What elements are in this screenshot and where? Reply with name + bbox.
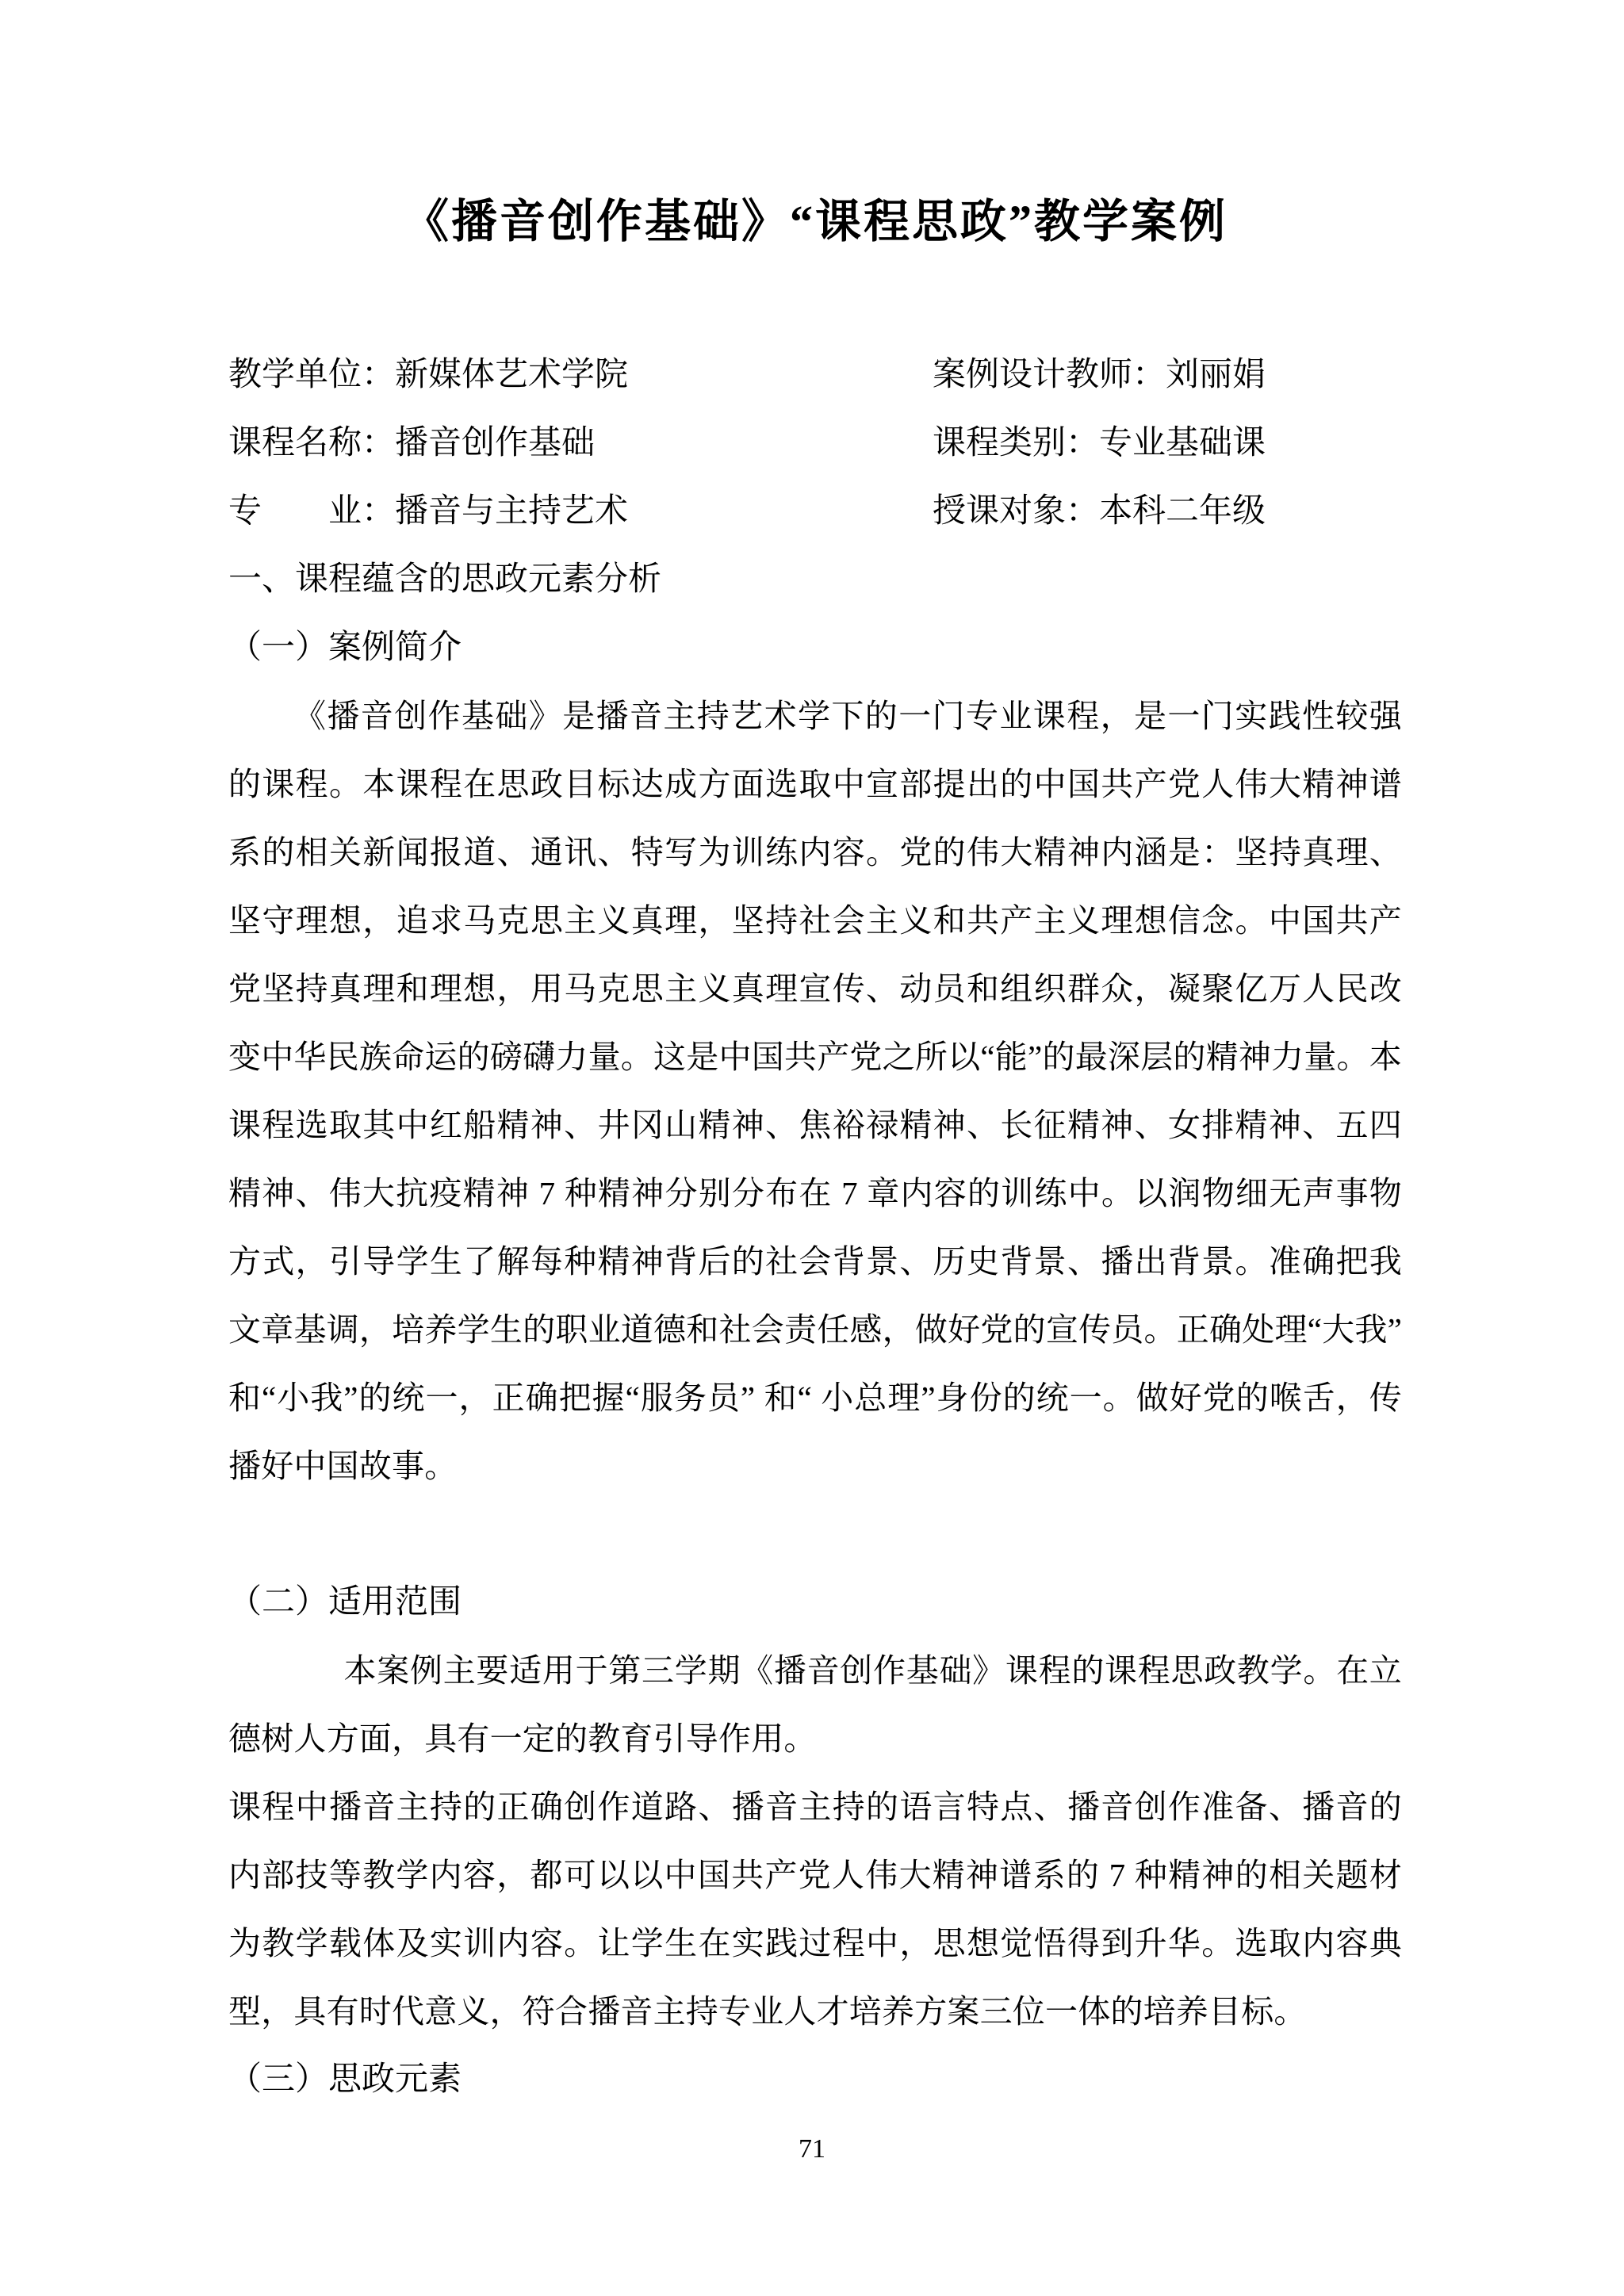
- meta-row: [228, 409, 1402, 477]
- meta-course-name: 课程名称：播音创作基础: [228, 425, 596, 461]
- subsection-heading-ideological-elements: （三）思政元素: [228, 2061, 462, 2098]
- page-number: 71: [799, 2134, 825, 2164]
- paragraph-scope-1: 本案例主要适用于第三学期《播音创作基础》课程的课程思政教学。在立德树人方面，具有一定的教育引导作用。: [228, 1652, 1402, 1757]
- meta-target-students: 授课对象：本科二年级: [933, 493, 1266, 530]
- meta-row: [228, 477, 1402, 545]
- meta-row: [228, 341, 1402, 409]
- meta-section: [228, 341, 1402, 545]
- document-title: 《播音创作基础》“课程思政”教学案例: [402, 196, 1228, 247]
- meta-case-designer: 案例设计教师：刘丽娟: [933, 357, 1266, 393]
- section-heading-ideological-analysis: 一、课程蕴含的思政元素分析: [228, 561, 662, 598]
- subsection-heading-case-intro: （一）案例简介: [228, 629, 462, 666]
- subsection-heading-scope: （二）适用范围: [228, 1584, 462, 1621]
- paragraph-case-intro: 《播音创作基础》是播音主持艺术学下的一门专业课程，是一门实践性较强的课程。本课程在思政目标达成方面选取中宣部提出的中国共产党人伟大精神谱系的相关新闻报道、通讯、特写为训练内容。党的伟大精神内涵是：坚持真理、坚守理想，追求马克思主义真理，坚持社会主义和共产主义理想信念。中国共产党坚持真理和理想，用马克思主义真理宣传、动员和组织群众，凝聚亿万人民改变中华民族命运的磅礴力量。这是中国共产党之所以“能”的最深层的精神力量。本课程选取其中红船精神、井冈山精神、焦裕禄精神、长征精神、女排精神、五四精神、伟大抗疫精神 7 种精神分别分布在 7 章内容的训练中。以润物细无声事物方式，引导学生了解每种精神背后的社会背景、历史背景、播出背景。准确把我文章基调，培养学生的职业道德和社会责任感，做好党的宣传员。正确处理“大我”和“小我”的统一，正确把握“服务员” 和“ 小总理”身份的统一。做好党的喉舌，传播好中国故事。: [228, 698, 1402, 1484]
- meta-major: 专 业：播音与主持艺术: [228, 493, 629, 530]
- meta-course-category: 课程类别：专业基础课: [933, 425, 1266, 461]
- paragraph-scope-2: 课程中播音主持的正确创作道路、播音主持的语言特点、播音创作准备、播音的内部技等教学内容，都可以以中国共产党人伟大精神谱系的 7 种精神的相关题材为教学载体及实训内容。让学生在实践过程中，思想觉悟得到升华。选取内容典型，具有时代意义，符合播音主持专业人才培养方案三位一体的培养目标。: [228, 1789, 1402, 2030]
- meta-teaching-unit: 教学单位：新媒体艺术学院: [228, 357, 629, 393]
